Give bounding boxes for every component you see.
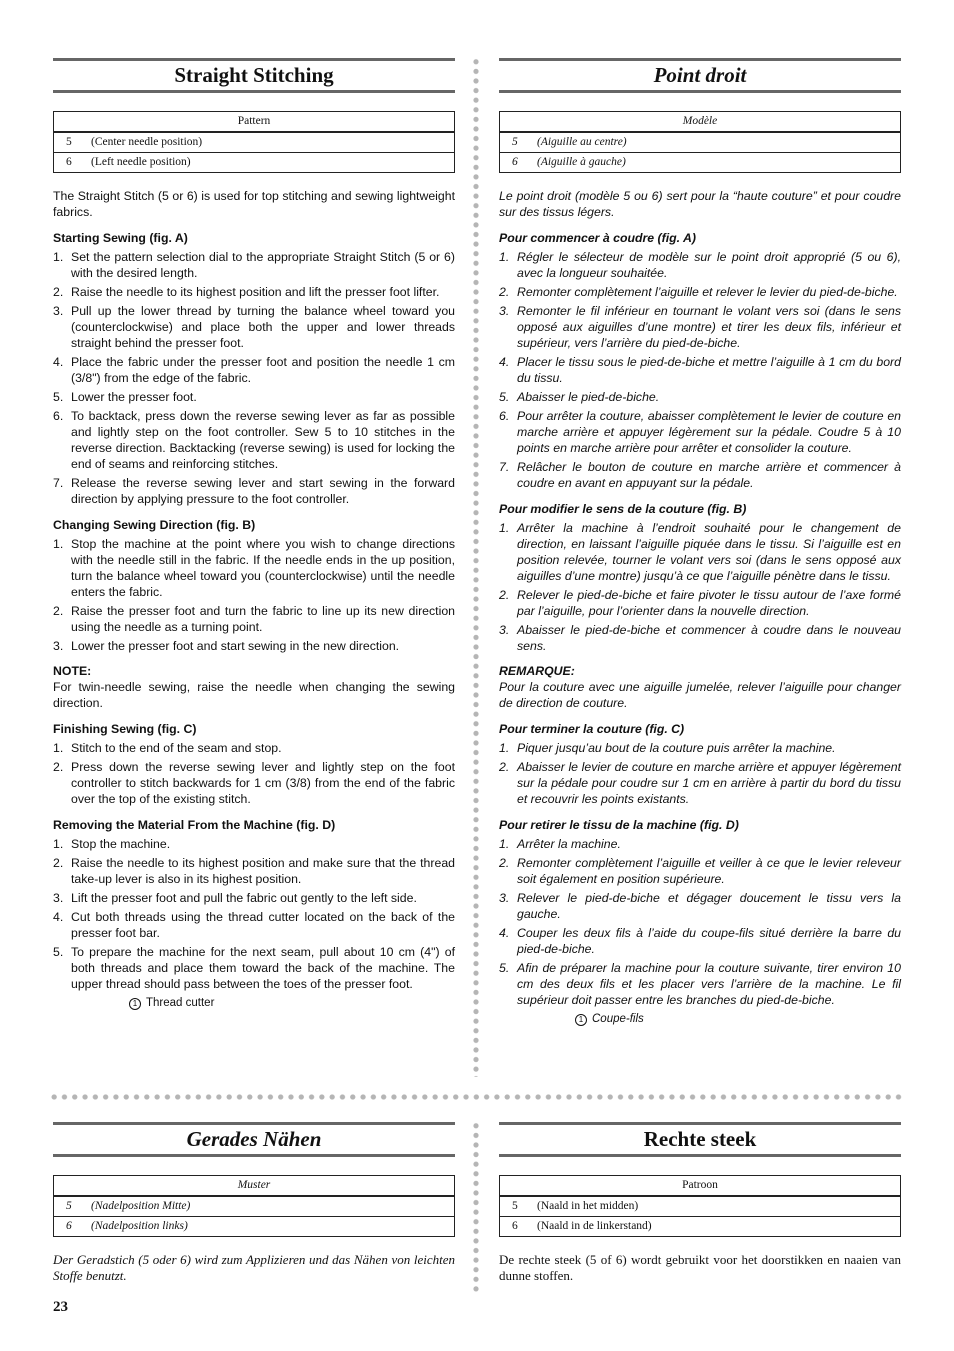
step-item: 1. Stop the machine. xyxy=(53,837,171,851)
pattern-number: 6 xyxy=(512,156,518,168)
step-item: 1. Arrêter la machine à l’endroit souhaité pour le changement de direction, en laissant l’aiguille piquée dans le tissu. Si l’aiguille est en position relevée, tourner le volant vers soi (dans le sens opposé aux aiguilles d’une montre) jusqu’à ce que l’aiguille pénètre dans le tissu. xyxy=(499,521,901,583)
starting-sewing-heading: Starting Sewing (fig. A) xyxy=(53,231,188,245)
step-item: 7. Release the reverse sewing lever and start sewing in the forward direction by applying pressure to the foot controller. xyxy=(53,476,455,506)
step-item: 4. Couper les deux fils à l’aide du coupe-fils situé derrière la barre du pied-de-biche. xyxy=(499,926,901,956)
step-item: 4. Cut both threads using the thread cutter located on the back of the presser foot bar. xyxy=(53,910,455,940)
step-item: 3. Relever le pied-de-biche et dégager doucement le tissu vers la gauche. xyxy=(499,891,901,921)
step-item: 1. Stitch to the end of the seam and stop. xyxy=(53,741,282,755)
section-french xyxy=(499,58,901,1027)
finishing-sewing-steps xyxy=(53,740,455,807)
step-item: 3. Pull up the lower thread by turning the balance wheel toward you (counterclockwise) and place both the upper and lower threads straight behind the presser foot. xyxy=(53,304,455,350)
pattern-label: (Aiguille à gauche) xyxy=(537,156,626,168)
step-item: 2. Raise the needle to its highest position and make sure that the thread take-up lever is also in its highest position. xyxy=(53,856,455,886)
pattern-label: (Left needle position) xyxy=(91,156,191,168)
pattern-label: (Center needle position) xyxy=(91,136,203,148)
step-item: 5. Abaisser le pied-de-biche. xyxy=(499,390,660,404)
pattern-table-row xyxy=(54,1196,454,1216)
step-item: 2. Relever le pied-de-biche et faire pivoter le tissu autour de l’axe formé par l’aiguille, pour l’orienter dans la nouvelle direction. xyxy=(499,588,901,618)
section-dutch xyxy=(499,1122,901,1284)
intro-text: De rechte steek (5 of 6) wordt gebruikt voor het doorstikken en naaien van dunne stoffen. xyxy=(499,1252,901,1283)
changing-direction-steps xyxy=(499,520,901,654)
step-item: 2. Press down the reverse sewing lever and lightly step on the foot controller to stitch backwards for 1 cm (3/8) from the end of the fabric over the top of the existing stitch. xyxy=(53,760,455,806)
pattern-label: (Aiguille au centre) xyxy=(537,136,627,148)
step-item: 3. Lower the presser foot and start sewing in the new direction. xyxy=(53,639,400,653)
pattern-label: (Nadelposition links) xyxy=(91,1220,188,1232)
pattern-number: 5 xyxy=(512,136,518,148)
page-number: 23 xyxy=(53,1299,68,1315)
pattern-table-header: Pattern xyxy=(54,112,454,132)
circled-number-icon: 1 xyxy=(129,998,141,1010)
note-text: For twin-needle sewing, raise the needle when changing the sewing direction. xyxy=(53,680,455,710)
pattern-label: (Naald in de linkerstand) xyxy=(537,1220,652,1232)
step-item: 5. Afin de préparer la machine pour la couture suivante, tirer environ 10 cm des deux fils et les placer vers l’arrière de la machine. Le fil supérieur doit passer entre les branches du pied-de-biche. xyxy=(499,961,901,1007)
removing-material-heading: Pour retirer le tissu de la machine (fig. D) xyxy=(499,818,739,832)
pattern-table-row xyxy=(500,132,900,152)
column-divider-dots xyxy=(473,57,479,1077)
step-item: 4. Placer le tissu sous le pied-de-biche et mettre l’aiguille à 1 cm du bord du tissu. xyxy=(499,355,901,385)
removing-material-heading: Removing the Material From the Machine (fig. D) xyxy=(53,818,336,832)
removing-material-steps xyxy=(53,836,455,992)
intro-text: The Straight Stitch (5 or 6) is used for top stitching and sewing lightweight fabrics. xyxy=(53,189,455,219)
step-item: 6. Pour arrêter la couture, abaisser complètement le levier de couture en marche arrière et appuyer légèrement sur la pédale. Coudre 5 à 10 points en marche arrière pour arrêter et consolider la couture. xyxy=(499,409,901,455)
section-title: Gerades Nähen xyxy=(53,1122,455,1157)
pattern-number: 5 xyxy=(66,1200,72,1212)
intro-text: Le point droit (modèle 5 ou 6) sert pour la “haute couture” et pour coudre sur des tissus légers. xyxy=(499,189,901,219)
step-item: 5. Lower the presser foot. xyxy=(53,390,197,404)
pattern-number: 6 xyxy=(66,1220,72,1232)
step-item: 1. Set the pattern selection dial to the appropriate Straight Stitch (5 or 6) with the desired length. xyxy=(53,250,455,280)
finishing-sewing-heading: Finishing Sewing (fig. C) xyxy=(53,722,197,736)
section-english xyxy=(53,58,455,1011)
pattern-table xyxy=(499,111,901,173)
removing-material-steps xyxy=(499,836,901,1008)
pattern-table-row xyxy=(500,1216,900,1236)
step-item: 3. Abaisser le pied-de-biche et commencer à coudre dans le nouveau sens. xyxy=(499,623,901,653)
pattern-number: 5 xyxy=(512,1200,518,1212)
changing-direction-heading: Changing Sewing Direction (fig. B) xyxy=(53,518,256,532)
changing-direction-heading: Pour modifier le sens de la couture (fig. B) xyxy=(499,502,747,516)
circled-number-icon: 1 xyxy=(575,1014,587,1026)
note-text: Pour la couture avec une aiguille jumelée, relever l’aiguille pour changer de direction de couture. xyxy=(499,680,901,710)
step-item: 2. Remonter complètement l’aiguille et relever le levier du pied-de-biche. xyxy=(499,285,898,299)
pattern-label: (Naald in het midden) xyxy=(537,1200,639,1212)
section-divider-dots xyxy=(49,1094,905,1100)
pattern-table-header: Patroon xyxy=(500,1176,900,1196)
step-item: 2. Remonter complètement l’aiguille et veiller à ce que le levier releveur soit également en position supérieure. xyxy=(499,856,901,886)
figure-caption: 1 Coupe-fils xyxy=(575,1011,901,1027)
pattern-table-row xyxy=(500,1196,900,1216)
column-divider-dots xyxy=(473,1121,479,1293)
starting-sewing-steps xyxy=(499,249,901,491)
pattern-table-row xyxy=(54,152,454,172)
changing-direction-steps xyxy=(53,536,455,654)
pattern-table xyxy=(499,1175,901,1237)
step-item: 1. Stop the machine at the point where you wish to change directions with the needle still in the fabric. If the needle ends in the up position, turn the balance wheel toward you (counterclockwise) until the needle enters the fabric. xyxy=(53,537,455,599)
pattern-table-header: Muster xyxy=(54,1176,454,1196)
step-item: 3. Remonter le fil inférieur en tournant le volant vers soi (dans le sens opposé aux aiguilles d’une montre) et tirer les deux fils, inférieur et supérieur, vers l’arrière du pied-de-biche. xyxy=(499,304,901,350)
section-title: Point droit xyxy=(499,58,901,93)
pattern-table-row xyxy=(54,132,454,152)
note-label: NOTE: xyxy=(53,664,92,678)
pattern-table-row xyxy=(500,152,900,172)
finishing-sewing-steps xyxy=(499,740,901,807)
intro-text: Der Geradstich (5 oder 6) wird zum Applizieren und das Nähen von leichten Stoffe benutzt. xyxy=(53,1252,455,1283)
pattern-label: (Nadelposition Mitte) xyxy=(91,1200,191,1212)
pattern-table xyxy=(53,111,455,173)
starting-sewing-steps xyxy=(53,249,455,507)
section-title: Straight Stitching xyxy=(53,58,455,93)
starting-sewing-heading: Pour commencer à coudre (fig. A) xyxy=(499,231,697,245)
pattern-table xyxy=(53,1175,455,1237)
step-item: 5. To prepare the machine for the next seam, pull about 10 cm (4") of both threads and place them toward the back of the machine. The upper thread should pass between the toes of the presser foot. xyxy=(53,945,455,991)
step-item: 2. Raise the needle to its highest position and lift the presser foot lifter. xyxy=(53,285,440,299)
section-title: Rechte steek xyxy=(499,1122,901,1157)
pattern-table-row xyxy=(54,1216,454,1236)
pattern-table-header: Modèle xyxy=(500,112,900,132)
step-item: 1. Arrêter la machine. xyxy=(499,837,621,851)
pattern-number: 5 xyxy=(66,136,72,148)
figure-caption: 1 Thread cutter xyxy=(129,995,455,1011)
pattern-number: 6 xyxy=(66,156,72,168)
step-item: 6. To backtack, press down the reverse sewing lever as far as possible and lightly step on the foot controller. Sew 5 to 10 stitches in the reverse direction. Backtacking (reverse sewing) is used for locking the end of seams and reinforcing stitches. xyxy=(53,409,455,471)
step-item: 1. Piquer jusqu’au bout de la couture puis arrêter la machine. xyxy=(499,741,836,755)
step-item: 3. Lift the presser foot and pull the fabric out gently to the left side. xyxy=(53,891,417,905)
section-german xyxy=(53,1122,455,1284)
step-item: 2. Raise the presser foot and turn the fabric to line up its new direction using the needle as a turning point. xyxy=(53,604,455,634)
step-item: 1. Régler le sélecteur de modèle sur le point droit approprié (5 ou 6), avec la longueur souhaitée. xyxy=(499,250,901,280)
pattern-number: 6 xyxy=(512,1220,518,1232)
note-label: REMARQUE: xyxy=(499,664,575,678)
finishing-sewing-heading: Pour terminer la couture (fig. C) xyxy=(499,722,685,736)
step-item: 2. Abaisser le levier de couture en marche arrière et appuyer légèrement sur la pédale pour coudre sur 1 cm en arrière à partir du bord du tissu et recouvrir les points existants. xyxy=(499,760,901,806)
step-item: 7. Relâcher le bouton de couture en marche arrière et commencer à coudre en avant en appuyant sur la pédale. xyxy=(499,460,901,490)
step-item: 4. Place the fabric under the presser foot and position the needle 1 cm (3/8") from the edge of the fabric. xyxy=(53,355,455,385)
